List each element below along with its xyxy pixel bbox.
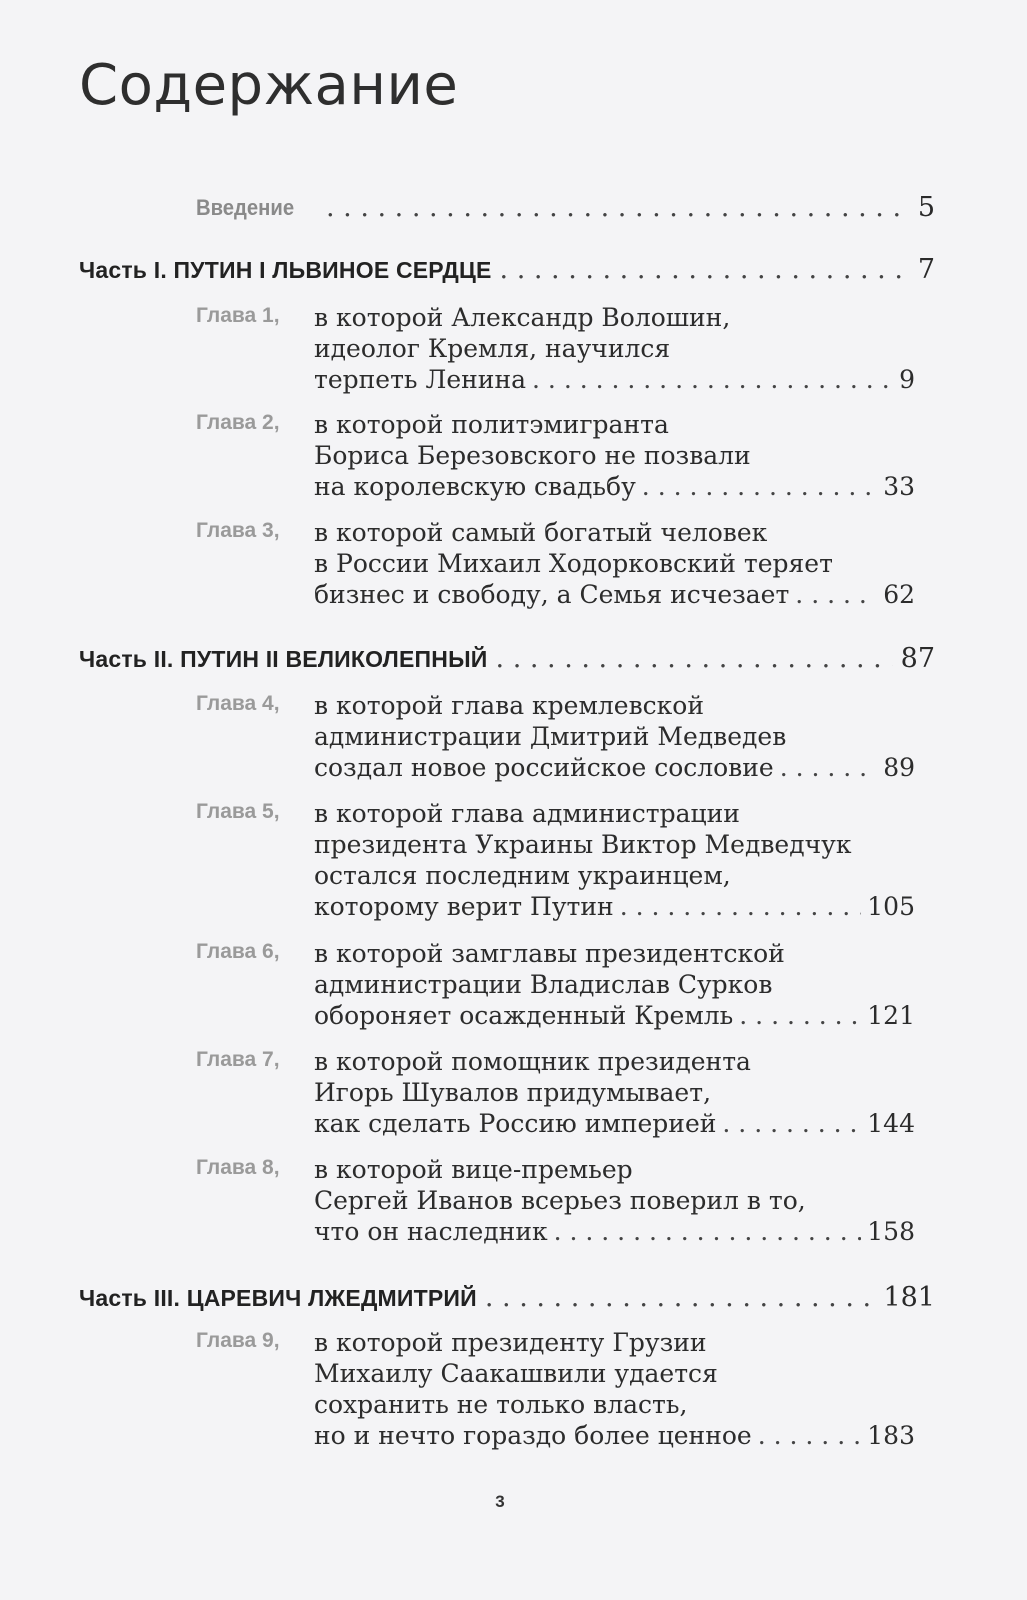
- chapter-label: Глава 5,: [196, 800, 280, 823]
- leader-dots: [485, 1282, 876, 1314]
- chapter-line: в России Михаил Ходорковский теряет: [314, 549, 833, 578]
- chapter-line: администрации Владислав Сурков: [314, 970, 773, 999]
- chapter-description: [314, 1046, 915, 1139]
- chapter-line: создал новое российское сословие: [314, 753, 774, 782]
- leader-dots: [780, 752, 877, 783]
- page-number: 9: [899, 365, 915, 394]
- chapter-line: в которой глава кремлевской: [314, 691, 705, 720]
- chapter-line: которому верит Путин: [314, 892, 614, 921]
- page-folio: 3: [495, 1492, 505, 1511]
- page-number: 89: [883, 753, 915, 782]
- page-number: 183: [867, 1421, 915, 1450]
- page-number: 181: [883, 1282, 935, 1313]
- chapter-line: в которой вице-премьер: [314, 1155, 633, 1184]
- chapter-description: [314, 798, 915, 922]
- page-number: 121: [867, 1001, 915, 1030]
- chapter-line: но и нечто гораздо более ценное: [314, 1421, 752, 1450]
- page-number: 62: [883, 580, 915, 609]
- part-title: Часть I. ПУТИН I ЛЬВИНОЕ СЕРДЦЕ: [79, 257, 492, 283]
- chapter-label: Глава 9,: [196, 1329, 280, 1352]
- chapter-line: как сделать Россию империей: [314, 1109, 717, 1138]
- leader-dots: [620, 891, 862, 922]
- chapter-line: бизнес и свободу, а Семья исчезает: [314, 580, 790, 609]
- chapter-line: на королевскую свадьбу: [314, 472, 636, 501]
- leader-dots: [500, 254, 910, 286]
- chapter-line: Михаилу Саакашвили удается: [314, 1359, 718, 1388]
- chapter-line: в которой глава администрации: [314, 799, 740, 828]
- chapter-description: [314, 690, 915, 783]
- chapter-label: Глава 1,: [196, 304, 280, 327]
- leader-dots: [554, 1216, 862, 1247]
- chapter-line: идеолог Кремля, научился: [314, 334, 671, 363]
- page-number: 7: [917, 254, 935, 285]
- leader-dots: [739, 1000, 861, 1031]
- page-number: 158: [867, 1217, 915, 1246]
- chapter-line: в которой помощник президента: [314, 1047, 751, 1076]
- chapter-description: [314, 517, 915, 610]
- chapter-line: что он наследник: [314, 1217, 548, 1246]
- page-number: 87: [900, 643, 935, 674]
- page-number: 33: [883, 472, 915, 501]
- chapter-description: [314, 938, 915, 1031]
- intro-label: Введение: [196, 195, 295, 220]
- chapter-line: терпеть Ленина: [314, 365, 527, 394]
- leader-dots: [722, 1108, 861, 1139]
- chapter-line: Бориса Березовского не позвали: [314, 441, 751, 470]
- chapter-label: Глава 7,: [196, 1048, 280, 1071]
- chapter-label: Глава 8,: [196, 1156, 280, 1179]
- chapter-description: [314, 1154, 915, 1247]
- chapter-label: Глава 2,: [196, 411, 280, 434]
- chapter-line: Сергей Иванов всерьез поверил в то,: [314, 1186, 806, 1215]
- chapter-line: в которой президенту Грузии: [314, 1328, 707, 1357]
- chapter-line: остался последним украинцем,: [314, 861, 731, 890]
- chapter-line: администрации Дмитрий Медведев: [314, 722, 787, 751]
- chapter-description: [314, 1327, 915, 1451]
- chapter-description: [314, 409, 915, 502]
- chapter-line: в которой самый богатый человек: [314, 518, 768, 547]
- page-title: Содержание: [79, 53, 459, 118]
- leader-dots: [642, 471, 877, 502]
- page-number: 144: [867, 1109, 915, 1138]
- chapter-line: Игорь Шувалов придумывает,: [314, 1078, 712, 1107]
- chapter-line: сохранить не только власть,: [314, 1390, 688, 1419]
- leader-dots: [795, 579, 877, 610]
- chapter-label: Глава 3,: [196, 519, 280, 542]
- chapter-label: Глава 4,: [196, 692, 280, 715]
- leader-dots: [758, 1420, 862, 1451]
- part-title: Часть II. ПУТИН II ВЕЛИКОЛЕПНЫЙ: [79, 646, 488, 672]
- chapter-line: обороняет осажденный Кремль: [314, 1001, 734, 1030]
- chapter-line: в которой замглавы президентской: [314, 939, 785, 968]
- chapter-description: [314, 302, 915, 395]
- leader-dots: [496, 643, 893, 675]
- page-number: 5: [917, 192, 935, 223]
- leader-dots: [532, 364, 893, 395]
- leader-dots: [326, 192, 910, 224]
- part-title: Часть III. ЦАРЕВИЧ ЛЖЕДМИТРИЙ: [79, 1285, 477, 1311]
- chapter-line: в которой политэмигранта: [314, 410, 669, 439]
- chapter-label: Глава 6,: [196, 940, 280, 963]
- page-number: 105: [867, 892, 915, 921]
- chapter-line: президента Украины Виктор Медведчук: [314, 830, 852, 859]
- chapter-line: в которой Александр Волошин,: [314, 303, 731, 332]
